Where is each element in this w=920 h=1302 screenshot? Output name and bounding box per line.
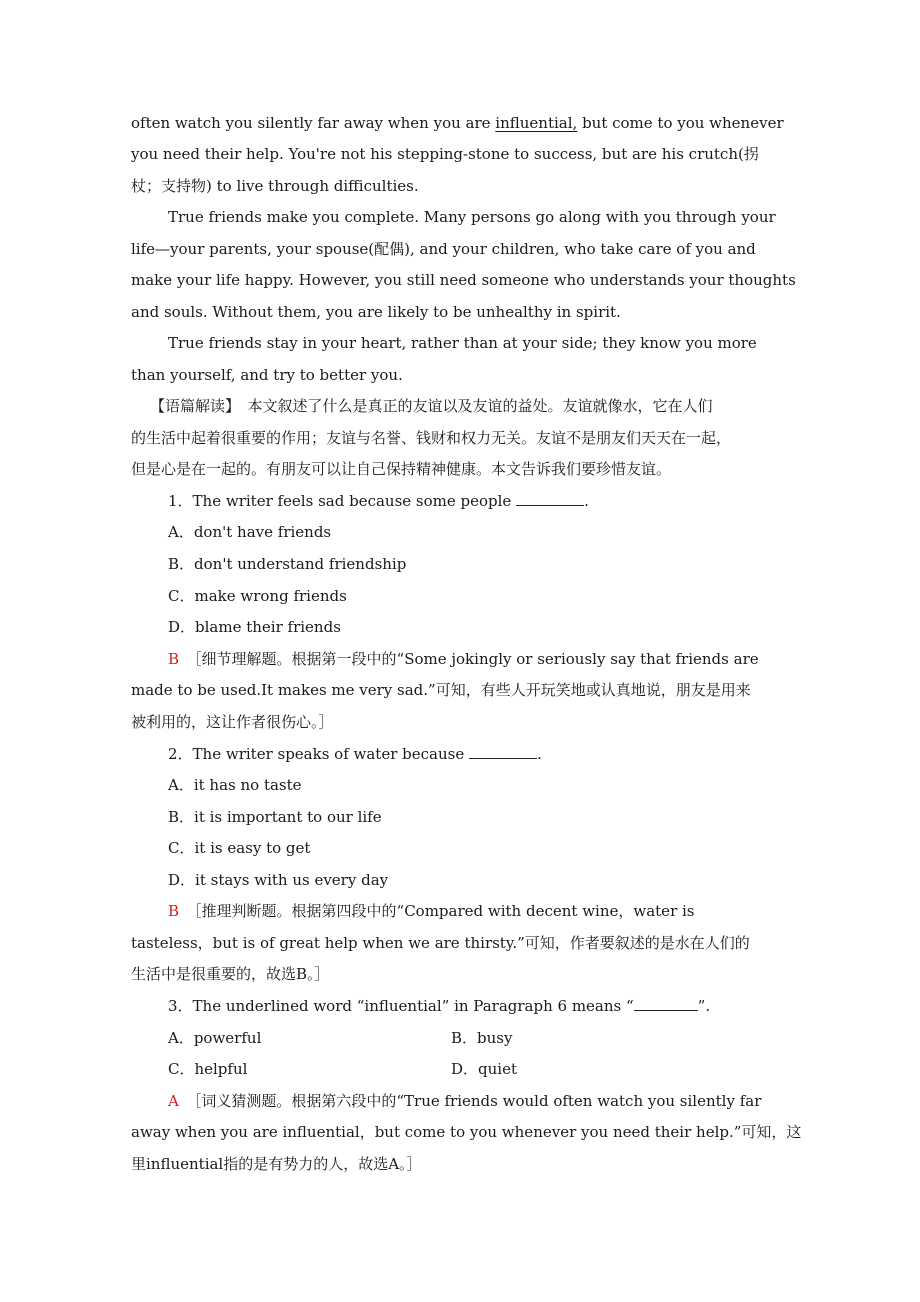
option-b: B．don't understand friendship: [168, 555, 407, 573]
answer-key: B: [168, 902, 180, 920]
option-b: B．it is important to our life: [168, 808, 382, 826]
passage-line: and souls. Without them, you are likely to be unhealthy in spirit.: [131, 303, 621, 321]
passage-line: than yourself, and try to better you.: [131, 366, 403, 384]
answer-blank: [516, 491, 584, 506]
text-span: 3．The underlined word “influential” in Paragraph 6 means “: [168, 997, 634, 1015]
explanation-line: [168, 649, 759, 669]
answer-key: A: [168, 1092, 179, 1110]
explanation-line: 被利用的，这让作者很伤心。］: [131, 713, 334, 731]
text-span: ［细节理解题。根据第一段中的“Some jokingly or seriously say that friends are: [186, 650, 759, 668]
text-span: but come to you whenever: [577, 114, 784, 132]
explanation-line: tasteless，but is of great help when we are thirsty.”可知，作者要叙述的是水在人们的: [131, 934, 750, 952]
option-d: D．blame their friends: [168, 618, 341, 636]
option-c: C．make wrong friends: [168, 587, 347, 605]
text-span: 1．The writer feels sad because some people: [168, 492, 517, 510]
analysis-line: 的生活中起着很重要的作用；友谊与名誉、钱财和权力无关。友谊不是朋友们天天在一起，: [131, 429, 732, 447]
passage-line: [131, 113, 784, 133]
text-span: ”.: [697, 997, 711, 1015]
passage-line: 杖；支持物) to live through difficulties.: [131, 177, 419, 195]
option-d: D．quiet: [451, 1060, 517, 1078]
text-span: often watch you silently far away when you are: [131, 114, 496, 132]
passage-line: make your life happy. However, you still need someone who understands your thoughts: [131, 271, 796, 289]
option-c: C．it is easy to get: [168, 839, 311, 857]
explanation-line: away when you are influential，but come to you whenever you need their help.”可知，这: [131, 1123, 802, 1141]
analysis-line: 但是心是在一起的。有朋友可以让自己保持精神健康。本文告诉我们要珍惜友谊。: [131, 460, 672, 478]
option-d: D．it stays with us every day: [168, 871, 389, 889]
text-span: ［词义猜测题。根据第六段中的“True friends would often watch you silently far: [186, 1092, 762, 1110]
explanation-line: [168, 901, 695, 921]
question-stem: [168, 491, 589, 511]
text-span: [179, 650, 187, 668]
option-b: B．busy: [451, 1029, 513, 1047]
text-span: ［推理判断题。根据第四段中的“Compared with decent wine，water is: [186, 902, 695, 920]
analysis-line: 【语篇解读】 本文叙述了什么是真正的友谊以及友谊的益处。友谊就像水，它在人们: [150, 397, 713, 415]
underlined-word: influential,: [495, 114, 578, 132]
explanation-line: 里influential指的是有势力的人，故选A。］: [131, 1155, 422, 1173]
passage-line: True friends stay in your heart, rather than at your side; they know you more: [168, 334, 757, 352]
option-a: A．don't have friends: [168, 523, 332, 541]
question-stem: [168, 996, 710, 1016]
explanation-line: [168, 1091, 761, 1111]
question-stem: [168, 744, 542, 764]
option-a: A．powerful: [168, 1029, 262, 1047]
text-span: 2．The writer speaks of water because: [168, 745, 469, 763]
text-span: [179, 902, 187, 920]
answer-blank: [634, 996, 698, 1011]
answer-blank: [469, 744, 537, 759]
text-span: .: [584, 492, 589, 510]
text-span: .: [536, 745, 542, 763]
explanation-line: made to be used.It makes me very sad.”可知，有些人开玩笑地或认真地说，朋友是用来: [131, 681, 751, 699]
passage-line: you need their help. You're not his stepping-stone to success, but are his crutch(拐: [131, 145, 759, 163]
answer-key: B: [168, 650, 180, 668]
passage-line: True friends make you complete. Many persons go along with you through your: [168, 208, 776, 226]
option-c: C．helpful: [168, 1060, 248, 1078]
passage-line: life—your parents, your spouse(配偶), and your children, who take care of you and: [131, 240, 756, 258]
option-a: A．it has no taste: [168, 776, 302, 794]
explanation-line: 生活中是很重要的，故选B。］: [131, 965, 330, 983]
